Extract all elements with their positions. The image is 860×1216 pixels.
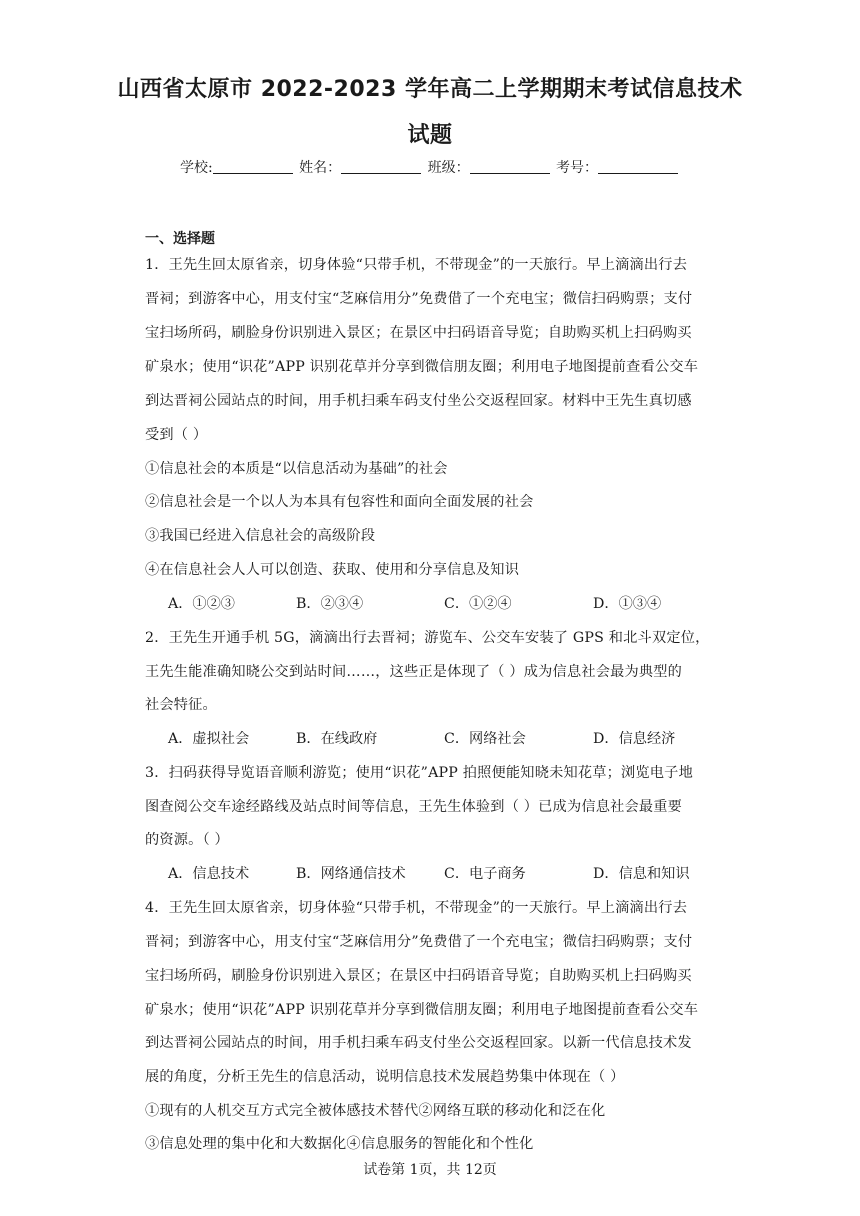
option-b: B．②③④ [296, 596, 364, 612]
question-1-statement: ②信息社会是一个以人为本具有包容性和面向全面发展的社会 [145, 494, 534, 510]
question-1-line: 到达晋祠公园站点的时间，用手机扫乘车码支付坐公交返程回家。材料中王先生真切感 [145, 393, 692, 409]
exam-number-blank [598, 159, 678, 174]
question-1-line: 受到（ ） [145, 427, 208, 443]
question-1-statement: ①信息社会的本质是“以信息活动为基础”的社会 [145, 461, 448, 477]
question-2-line: 社会特征。 [145, 697, 217, 713]
school-blank [213, 159, 293, 174]
option-c: C．电子商务 [444, 866, 526, 882]
question-4-line: 矿泉水；使用“识花”APP 识别花草并分享到微信朋友圈；利用电子地图提前查看公交车 [145, 1002, 699, 1018]
option-c: C．网络社会 [444, 731, 526, 747]
question-1-line: 宝扫场所码，刷脸身份识别进入景区；在景区中扫码语音导览；自助购买机上扫码购买 [145, 325, 692, 341]
section-heading: 一、选择题 [145, 231, 215, 247]
question-4-line: 4．王先生回太原省亲，切身体验“只带手机，不带现金”的一天旅行。早上滴滴出行去 [145, 900, 688, 916]
class-label: 班级： [427, 160, 470, 176]
question-1-line: 矿泉水；使用“识花”APP 识别花草并分享到微信朋友圈；利用电子地图提前查看公交车 [145, 359, 699, 375]
question-1-line: 晋祠；到游客中心，用支付宝“芝麻信用分”免费借了一个充电宝；微信扫码购票；支付 [145, 291, 693, 307]
question-2-line: 2．王先生开通手机 5G，滴滴出行去晋祠；游览车、公交车安装了 GPS 和北斗双定位， [145, 630, 710, 646]
question-4-statement: ③信息处理的集中化和大数据化④信息服务的智能化和个性化 [145, 1136, 534, 1152]
option-d: D．信息和知识 [593, 866, 690, 882]
question-2-line: 王先生能准确知晓公交到站时间……，这些正是体现了（ ）成为信息社会最为典型的 [145, 664, 683, 680]
page-footer: 试卷第 1页，共 12页 [363, 1162, 497, 1178]
school-label: 学校: [179, 160, 213, 176]
name-label: 姓名： [299, 160, 342, 176]
exam-number-label: 考号： [556, 160, 599, 176]
question-4-line: 到达晋祠公园站点的时间，用手机扫乘车码支付坐公交返程回家。以新一代信息技术发 [145, 1035, 692, 1051]
option-d: D．信息经济 [593, 731, 676, 747]
option-a: A．①②③ [168, 596, 235, 612]
name-blank [341, 159, 421, 174]
option-a: A．虚拟社会 [168, 731, 250, 747]
student-info-row [0, 157, 860, 177]
question-3-line: 3．扫码获得导览语音顺利游览；使用“识花”APP 拍照便能知晓未知花草；浏览电子地 [145, 765, 693, 781]
question-4-statement: ①现有的人机交互方式完全被体感技术替代②网络互联的移动化和泛在化 [145, 1103, 606, 1119]
question-1-line: 1．王先生回太原省亲，切身体验“只带手机，不带现金”的一天旅行。早上滴滴出行去 [145, 257, 688, 273]
option-b: B．在线政府 [296, 731, 378, 747]
class-blank [470, 159, 550, 174]
exam-title-line2: 试题 [407, 123, 453, 148]
option-c: C．①②④ [444, 596, 512, 612]
question-4-line: 展的角度，分析王先生的信息活动，说明信息技术发展趋势集中体现在（ ） [145, 1069, 625, 1085]
question-3-line: 的资源。（ ） [145, 832, 229, 848]
question-1-statement: ③我国已经进入信息社会的高级阶段 [145, 528, 376, 544]
option-d: D．①③④ [593, 596, 662, 612]
option-b: B．网络通信技术 [296, 866, 406, 882]
question-3-line: 图查阅公交车途经路线及站点时间等信息，王先生体验到（ ）已成为信息社会最重要 [145, 799, 683, 815]
question-4-line: 宝扫场所码，刷脸身份识别进入景区；在景区中扫码语音导览；自助购买机上扫码购买 [145, 968, 692, 984]
exam-title-line1: 山西省太原市 2022-2023 学年高二上学期期末考试信息技术 [117, 77, 743, 102]
question-1-statement: ④在信息社会人人可以创造、获取、使用和分享信息及知识 [145, 562, 520, 578]
option-a: A．信息技术 [168, 866, 250, 882]
question-4-line: 晋祠；到游客中心，用支付宝“芝麻信用分”免费借了一个充电宝；微信扫码购票；支付 [145, 934, 693, 950]
